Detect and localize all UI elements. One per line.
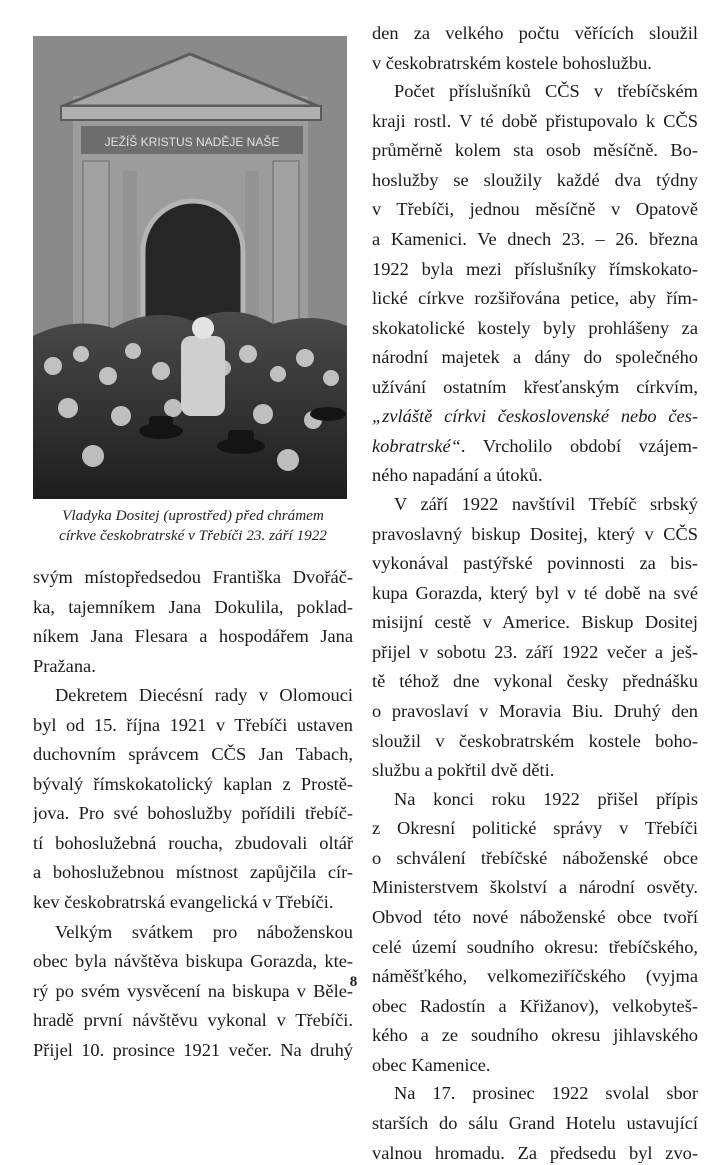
text-line: hoslužby se sloužily každé dva týdny — [372, 169, 698, 190]
text-line: jova. Pro své bohoslužby pořídili třebíč- — [33, 803, 353, 824]
text-line: Počet příslušníků CČS v třebíčském — [394, 81, 698, 102]
text-line: valnou hromadu. Za předsedu byl zvo- — [372, 1142, 698, 1163]
historical-photo — [33, 36, 347, 499]
text-line: kupa Gorazda, který byl v té době na své — [372, 582, 698, 603]
text-line: V září 1922 navštívil Třebíč srbský — [394, 494, 698, 515]
text-line: níkem Jana Flesara a hospodářem Jana — [33, 626, 353, 647]
text-line: národní majetek a dány do společného — [372, 347, 698, 368]
text-line: obec Radostín a Křižanov), velkobyteš- — [372, 995, 698, 1016]
text-line: lické církve rozšiřována petice, aby řím- — [372, 288, 698, 309]
photo-caption — [33, 506, 353, 546]
text-line: rý po svém vysvěcení na biskupa v Běle- — [33, 980, 353, 1001]
text-line: kev českobratrská evangelická v Třebíči. — [33, 892, 334, 913]
text-line: v Třebíči, jednou měsíčně v Opatově — [372, 199, 698, 220]
text-line: Dekretem Diecésní rady v Olomouci — [55, 685, 353, 706]
photo-inscription: JEŽÍŠ KRISTUS NADĚJE NAŠE — [104, 135, 280, 149]
text-line: přijel v sobotu 23. září 1922 večer a ješ- — [372, 641, 698, 662]
text-line: o pravoslaví v Moravia Biu. Druhý den — [372, 700, 698, 721]
text-line: užívání ostatním křesťanským církvím, — [372, 376, 698, 397]
text-line: vykonával pastýřské povinnosti za bis- — [372, 553, 698, 574]
text-line: Pražana. — [33, 655, 96, 676]
text-line: Na konci roku 1922 přišel přípis — [394, 788, 698, 809]
text-line: tí bohoslužebná roucha, zbudovali oltář — [33, 832, 353, 853]
page-number: 8 — [349, 974, 358, 990]
caption-line-2: církve českobratrské v Třebíči 23. září 1922 — [59, 527, 327, 544]
text-line: misijní cestě v Americe. Biskup Dositej — [372, 612, 698, 633]
text-line: duchovním správcem CČS Jan Tabach, — [33, 744, 353, 765]
text-line: sloužil v českobratrském kostele boho- — [372, 730, 698, 751]
text-line: svým místopředsedou Františka Dvořáč- — [33, 567, 353, 587]
text-line: Velkým svátkem pro náboženskou — [55, 921, 353, 942]
text-line: den za velkého počtu věřících sloužil — [372, 23, 698, 43]
text-line: kraji rostl. V té době přistupovalo k CČS — [372, 110, 698, 131]
text-line: 1922 byla mezi příslušníky římskokato- — [372, 258, 698, 279]
caption-line-1: Vladyka Dositej (uprostřed) před chrámem — [62, 507, 324, 524]
text-line: skokatolické kostely byly prohlášeny za — [372, 317, 698, 338]
church-crowd-photo — [33, 36, 347, 499]
text-line: tě téhož dne vykonal česky přednášku — [372, 671, 698, 692]
text-line: Na 17. prosinec 1922 svolal sbor — [394, 1083, 698, 1104]
text-line: průměrně kolem sta osob měsíčně. Bo- — [372, 140, 698, 161]
text-line: byl od 15. října 1921 v Třebíči ustaven — [33, 714, 353, 735]
text-line: službu a pokřtil dvě děti. — [372, 760, 555, 781]
text-line: a Kamenici. Ve dnech 23. – 26. března — [372, 229, 698, 250]
text-line: „zvláště církvi československé nebo čes- — [372, 406, 698, 427]
text-line: ka, tajemníkem Jana Dokulila, poklad- — [33, 596, 353, 617]
text-line: obec Kamenice. — [372, 1054, 491, 1075]
right-column-text — [372, 22, 698, 1165]
text-line: Přijel 10. prosince 1921 večer. Na druhý — [33, 1039, 353, 1060]
text-line: starších do sálu Grand Hotelu ustavující — [372, 1112, 698, 1133]
text-line: o schválení třebíčské náboženské obce — [372, 847, 698, 868]
text-line: pravoslavný biskup Dositej, který v CČS — [372, 523, 698, 544]
text-line: z Okresní politické správy v Třebíči — [372, 818, 698, 839]
text-line: Ministerstvem školství a národní osvěty. — [372, 877, 698, 898]
text-line: celé území soudního okresu: třebíčského, — [372, 936, 698, 957]
text-line: v českobratrském kostele bohoslužbu. — [372, 52, 652, 73]
text-line: Obvod této nové náboženské obce tvoří — [372, 906, 698, 927]
text-line: náměšťkého, velkomeziříčského (vyjma — [372, 966, 698, 987]
text-line: kobratrské“. Vrcholilo období vzájem- — [372, 435, 698, 456]
text-line: bývalý římskokatolický kaplan z Prostě- — [33, 773, 353, 794]
text-line: hradě první návštěvu vykonal v Třebíči. — [33, 1010, 353, 1031]
text-line: a bohoslužebnou místnost zapůjčila cír- — [33, 862, 353, 883]
text-line: ného napadání a útoků. — [372, 465, 543, 486]
text-line: obec byla návštěva biskupa Gorazda, kte- — [33, 951, 353, 972]
text-line: kého a ze soudního okresu jihlavského — [372, 1025, 698, 1046]
